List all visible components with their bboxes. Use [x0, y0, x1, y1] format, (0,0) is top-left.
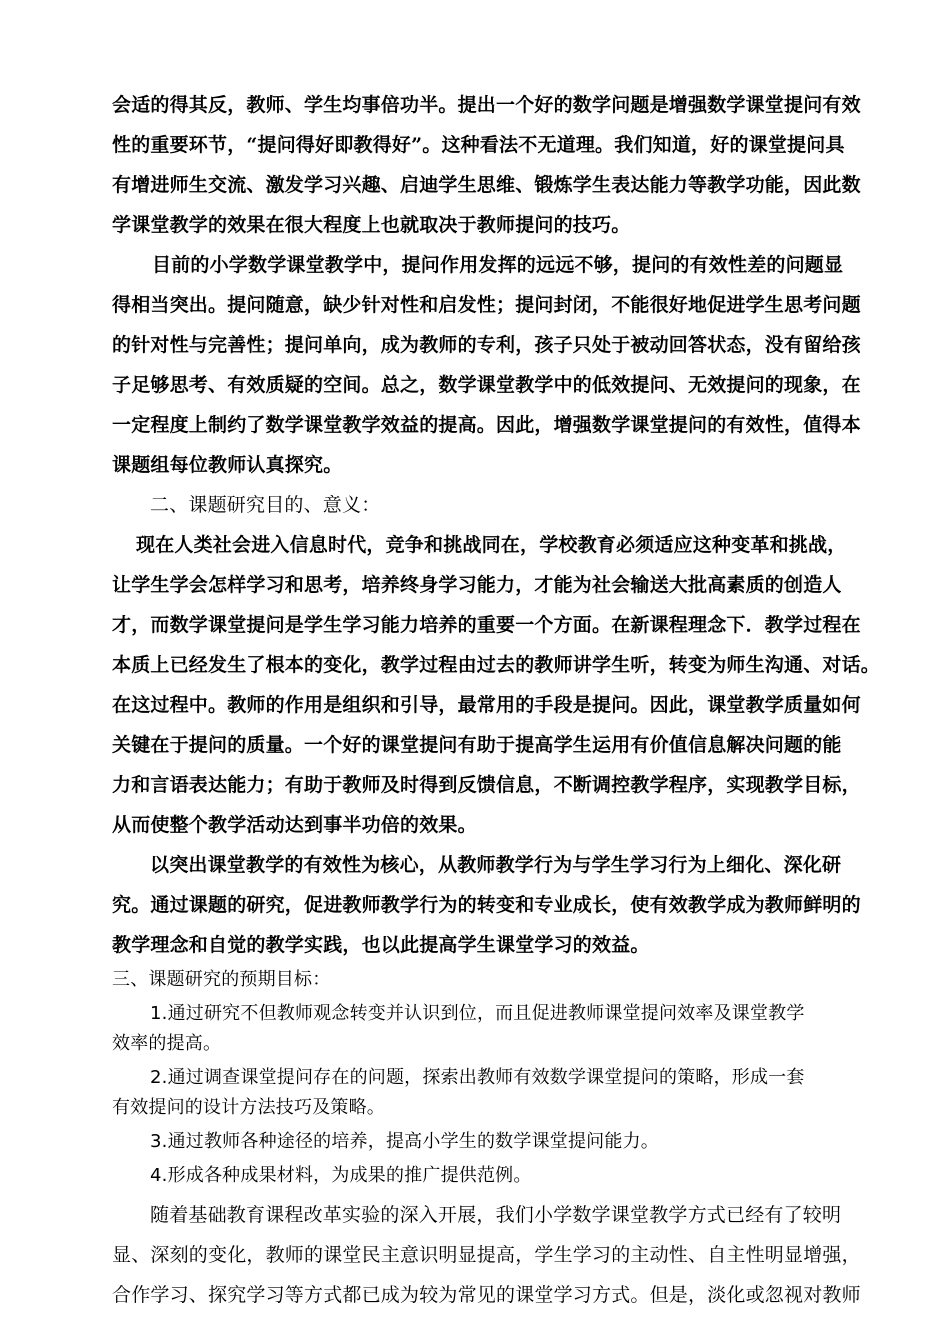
goal-item-line: 1.通过研究不但教师观念转变并认识到位，而且促进教师课堂提问效率及课堂教学 [150, 1003, 805, 1024]
paragraph2-line: 一定程度上制约了数学课堂教学效益的提高。因此，增强数学课堂提问的有效性，值得本 [112, 414, 861, 436]
paragraph3-line: 让学生学会怎样学习和思考，培养终身学习能力，才能为社会输送大批高素质的创造人 [112, 574, 842, 596]
paragraph5-line: 合作学习、探究学习等方式都已成为较为常见的课堂学习方式。但是，淡化或忽视对教师 [112, 1284, 861, 1306]
paragraph1-line: 有增进师生交流、激发学习兴趣、启迪学生思维、锻炼学生表达能力等教学功能，因此数 [112, 174, 861, 196]
paragraph1-line: 会适的得其反，教师、学生均事倍功半。提出一个好的数学问题是增强数学课堂提问有效 [112, 94, 861, 116]
paragraph3-line: 才，而数学课堂提问是学生学习能力培养的重要一个方面。在新课程理念下．教学过程在 [112, 614, 861, 636]
paragraph2-line: 子足够思考、有效质疑的空间。总之，数学课堂教学中的低效提问、无效提问的现象，在 [112, 374, 861, 396]
paragraph2-line: 得相当突出。提问随意，缺少针对性和启发性；提问封闭，不能很好地促进学生思考问题 [112, 294, 861, 316]
paragraph3-line: 本质上已经发生了根本的变化，教学过程由过去的教师讲学生听，转变为师生沟通、对话。 [112, 654, 881, 676]
paragraph5-line: 显、深刻的变化，教师的课堂民主意识明显提高，学生学习的主动性、自主性明显增强， [112, 1244, 861, 1266]
paragraph3-line: 在这过程中。教师的作用是组织和引导，最常用的手段是提问。因此，课堂教学质量如何 [112, 694, 861, 716]
paragraph5-line: 随着基础教育课程改革实验的深入开展，我们小学数学课堂教学方式已经有了较明 [150, 1204, 842, 1226]
goal-item-line: 3.通过教师各种途径的培养，提高小学生的数学课堂提问能力。 [150, 1131, 659, 1152]
paragraph2-line: 的针对性与完善性；提问单向，成为教师的专利，孩子只处于被动回答状态，没有留给孩 [112, 334, 861, 356]
goal-item-line: 2.通过调查课堂提问存在的问题，探索出教师有效数学课堂提问的策略，形成一套 [150, 1067, 805, 1088]
paragraph4-line: 教学理念和自觉的教学实践，也以此提高学生课堂学习的效益。 [112, 934, 650, 956]
section-heading-purpose: 二、课题研究目的、意义： [150, 494, 381, 516]
paragraph4-line: 以突出课堂教学的有效性为核心，从教师教学行为与学生学习行为上细化、深化研 [150, 854, 842, 876]
paragraph1-line: 学课堂教学的效果在很大程度上也就取决于教师提问的技巧。 [112, 214, 631, 236]
paragraph2-line: 目前的小学数学课堂教学中，提问作用发挥的远远不够，提问的有效性差的问题显 [152, 254, 844, 276]
paragraph3-line: 从而使整个教学活动达到事半功倍的效果。 [112, 814, 477, 836]
paragraph3-line: 力和言语表达能力；有助于教师及时得到反馈信息，不断调控教学程序，实现教学目标， [112, 774, 861, 796]
paragraph4-line: 究。通过课题的研究，促进教师教学行为的转变和专业成长，使有效教学成为教师鲜明的 [112, 894, 861, 916]
section-heading-goals: 三、课题研究的预期目标： [112, 969, 331, 990]
goal-item-line: 有效提问的设计方法技巧及策略。 [112, 1097, 385, 1118]
paragraph3-line: 现在人类社会进入信息时代，竞争和挑战同在，学校教育必须适应这种变革和挑战， [136, 534, 847, 556]
goal-item-line: 效率的提高。 [112, 1033, 222, 1054]
paragraph1-line: 性的重要环节，“提问得好即教得好”。这种看法不无道理。我们知道，好的课堂提问具 [112, 134, 845, 156]
goal-item-line: 4.形成各种成果材料，为成果的推广提供范例。 [150, 1165, 532, 1186]
paragraph3-line: 关键在于提问的质量。一个好的课堂提问有助于提高学生运用有价值信息解决问题的能 [112, 734, 842, 756]
paragraph2-line: 课题组每位教师认真探究。 [112, 454, 343, 476]
